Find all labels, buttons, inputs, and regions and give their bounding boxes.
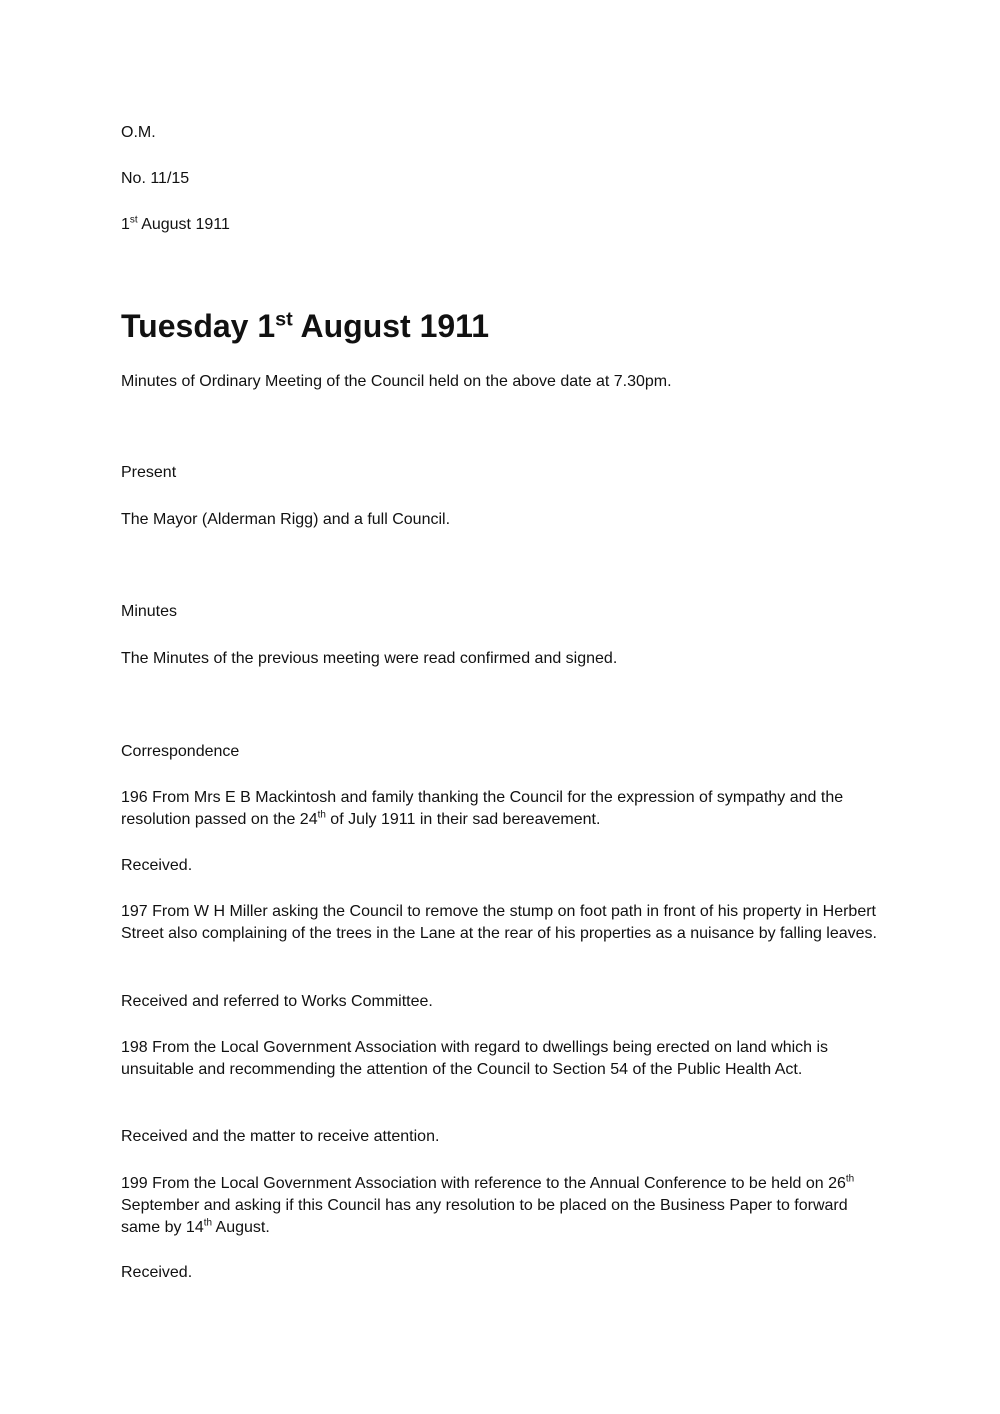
date-day: 1 bbox=[121, 216, 130, 233]
present-heading: Present bbox=[121, 464, 177, 481]
correspondence-item-199 bbox=[121, 1173, 881, 1239]
correspondence-heading: Correspondence bbox=[121, 743, 240, 760]
page-title bbox=[121, 306, 489, 346]
item-196-resolution: Received. bbox=[121, 857, 193, 874]
item-199-pre: 199 From the Local Government Association with reference to the Annual Conference to be held on 26 bbox=[121, 1175, 846, 1192]
item-196-pre: 196 From Mrs E B Mackintosh and family thanking the Council for the expression of sympathy and the resolution passed on the 24 bbox=[121, 789, 844, 828]
item-197-resolution: Received and referred to Works Committee. bbox=[121, 993, 433, 1010]
title-post: August 1911 bbox=[292, 308, 489, 344]
document-ref: O.M. bbox=[121, 124, 156, 141]
title-pre: Tuesday 1 bbox=[121, 308, 276, 344]
item-196-ordinal: th bbox=[317, 809, 326, 821]
present-text: The Mayor (Alderman Rigg) and a full Council. bbox=[121, 511, 451, 528]
correspondence-item-198: 198 From the Local Government Association with regard to dwellings being erected on land which is unsuitable and recommending the attention of the Council to Section 54 of the Public Health Act. bbox=[121, 1039, 829, 1078]
minutes-text: The Minutes of the previous meeting were read confirmed and signed. bbox=[121, 650, 618, 667]
item-198-resolution: Received and the matter to receive attention. bbox=[121, 1128, 440, 1145]
correspondence-item-196 bbox=[121, 787, 881, 831]
document-number: No. 11/15 bbox=[121, 170, 190, 187]
item-199-mid: September and asking if this Council has any resolution to be placed on the Business Paper to forward same by 14 bbox=[121, 1197, 848, 1236]
item-199-ordinal-2: th bbox=[203, 1217, 212, 1229]
item-199-post: August. bbox=[211, 1219, 270, 1236]
intro-text: Minutes of Ordinary Meeting of the Council held on the above date at 7.30pm. bbox=[121, 373, 672, 390]
item-199-resolution: Received. bbox=[121, 1264, 193, 1281]
title-ordinal: st bbox=[275, 308, 293, 331]
item-196-post: of July 1911 in their sad bereavement. bbox=[325, 811, 601, 828]
document-date bbox=[121, 214, 230, 236]
item-199-ordinal-1: th bbox=[845, 1173, 855, 1185]
minutes-heading: Minutes bbox=[121, 603, 178, 620]
date-rest: August 1911 bbox=[137, 216, 230, 233]
correspondence-item-197: 197 From W H Miller asking the Council to remove the stump on foot path in front of his property in Herbert Street also complaining of the trees in the Lane at the rear of his properties as a nuisance by falling leaves. bbox=[121, 903, 877, 942]
date-ordinal: st bbox=[129, 214, 138, 226]
